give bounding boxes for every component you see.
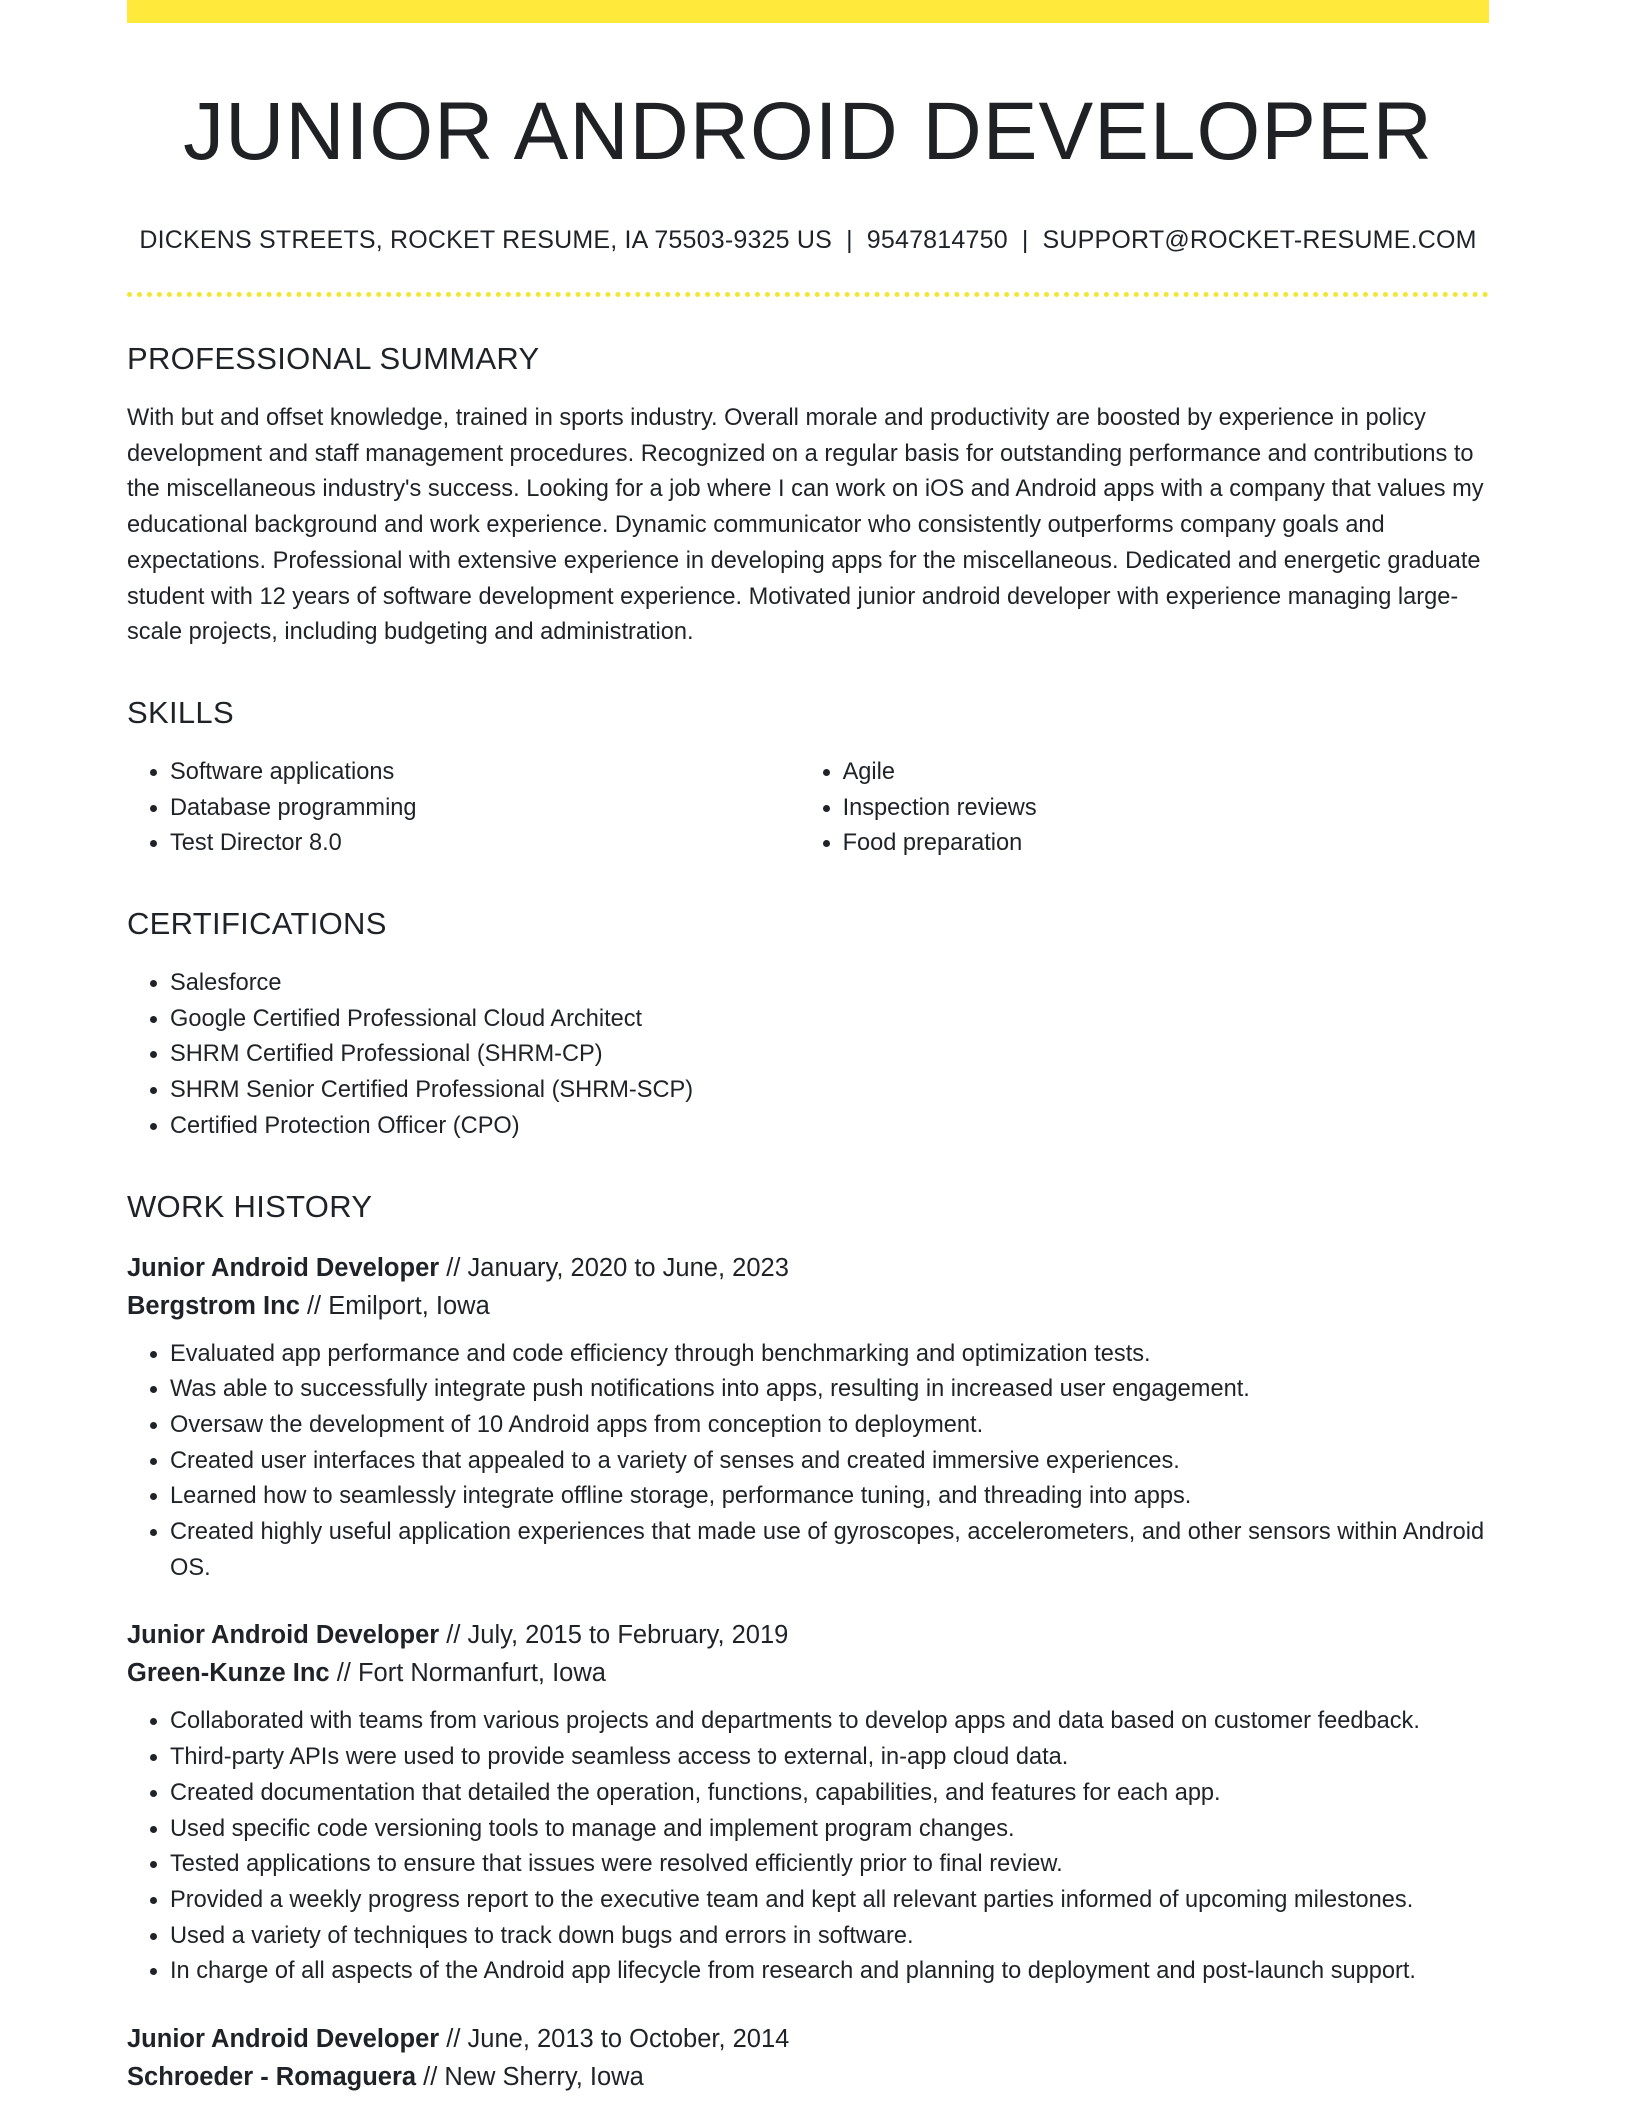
contact-phone: 9547814750 (866, 226, 1008, 254)
section-title-summary: PROFESSIONAL SUMMARY (127, 341, 540, 376)
section-title-skills: SKILLS (127, 694, 234, 730)
job-bullet: • Used specific code versioning tools to manage and implement program changes. (170, 1812, 1489, 1848)
job-bullet: • Used a variety of techniques to track down bugs and errors in software. (170, 1919, 1489, 1955)
job-bullet: • Learned how to seamlessly integrate offline storage, performance tuning, and threading into apps. (170, 1479, 1489, 1515)
job-bullet: • In charge of all aspects of the Android app lifecycle from research and planning to deployment and post-launch support. (170, 1954, 1489, 1990)
company-location: // Fort Normanfurt, Iowa (329, 1659, 606, 1688)
job-heading (127, 1616, 1489, 1654)
job-dates: // June, 2013 to October, 2014 (439, 2025, 790, 2054)
skills-column-1 (127, 755, 800, 862)
job-bullet: • Created highly useful application experiences that made use of gyroscopes, accelerometers, and other sensors within Android OS. (170, 1515, 1489, 1586)
job-entry (127, 1249, 1489, 1587)
job-bullet: • Third-party APIs were used to provide seamless access to external, in-app cloud data. (170, 1740, 1489, 1776)
certification-item: • SHRM Certified Professional (SHRM-CP) (170, 1037, 1489, 1073)
job-bullet: • Created user interfaces that appealed to a variety of senses and created immersive experiences. (170, 1444, 1489, 1480)
job-employer (127, 1287, 1489, 1325)
skill-item: • Food preparation (843, 826, 1489, 862)
candidate-name: JUNIOR ANDROID DEVELOPER (183, 86, 1433, 177)
certification-item: • Certified Protection Officer (CPO) (170, 1109, 1489, 1145)
contact-separator: | (1021, 226, 1029, 254)
job-employer (127, 1654, 1489, 1692)
contact-email: SUPPORT@ROCKET-RESUME.COM (1042, 226, 1477, 254)
job-employer (127, 2058, 1489, 2096)
contact-separator: | (846, 226, 853, 254)
certification-item: • Google Certified Professional Cloud Architect (170, 1002, 1489, 1038)
skill-item: • Test Director 8.0 (170, 826, 800, 862)
skill-item: • Inspection reviews (843, 791, 1489, 827)
certification-item: • Salesforce (170, 966, 1489, 1002)
skills-column-2 (800, 755, 1489, 862)
certification-item: • SHRM Senior Certified Professional (SHRM-SCP) (170, 1073, 1489, 1109)
job-heading (127, 2020, 1489, 2058)
section-title-work-history: WORK HISTORY (127, 1188, 373, 1224)
job-dates: // July, 2015 to February, 2019 (439, 1621, 789, 1650)
dotted-divider (127, 292, 1489, 297)
skill-item: • Software applications (170, 755, 800, 791)
job-title: Junior Android Developer (127, 2025, 440, 2054)
company-name: Bergstrom Inc (127, 1291, 300, 1320)
skill-item: • Agile (843, 755, 1489, 791)
contact-line (127, 225, 1489, 255)
company-location: // New Sherry, Iowa (416, 2063, 644, 2092)
company-name: Schroeder - Romaguera (127, 2063, 417, 2092)
section-title-certifications: CERTIFICATIONS (127, 906, 387, 942)
job-title: Junior Android Developer (127, 1253, 440, 1282)
company-location: // Emilport, Iowa (299, 1291, 490, 1320)
job-entry (127, 1616, 1489, 1990)
job-bullets (127, 1337, 1489, 1587)
contact-address: DICKENS STREETS, ROCKET RESUME, IA 75503-9325 US (139, 226, 833, 254)
job-dates: // January, 2020 to June, 2023 (439, 1253, 789, 1282)
summary-text: With but and offset knowledge, trained in sports industry. Overall morale and productivity are boosted by experience in policy development and staff management procedures. Recognized on a regular basis for outstanding performance and contributions to the miscellaneous industry's success. Looking for a job where I can work on iOS and Android apps with a company that values my educational background and work experience. Dynamic communicator who consistently outperforms company goals and expectations. Professional with extensive experience in developing apps for the miscellaneous. Dedicated and energetic graduate student with 12 years of software development experience. Motivated junior android developer with experience managing large-scale projects, including budgeting and administration. (127, 405, 1484, 646)
job-bullet: • Oversaw the development of 10 Android apps from conception to deployment. (170, 1408, 1489, 1444)
resume-page (127, 0, 1489, 2096)
accent-bar (127, 0, 1489, 23)
job-heading (127, 1249, 1489, 1287)
job-bullet: • Provided a weekly progress report to the executive team and kept all relevant parties informed of upcoming milestones. (170, 1883, 1489, 1919)
job-bullet: • Created documentation that detailed the operation, functions, capabilities, and features for each app. (170, 1776, 1489, 1812)
skills-list (127, 755, 1489, 862)
job-bullet: • Evaluated app performance and code efficiency through benchmarking and optimization tests. (170, 1337, 1489, 1373)
certifications-list (127, 966, 1489, 1145)
job-bullet: • Was able to successfully integrate push notifications into apps, resulting in increased user engagement. (170, 1372, 1489, 1408)
skill-item: • Database programming (170, 791, 800, 827)
job-title: Junior Android Developer (127, 1621, 440, 1650)
company-name: Green-Kunze Inc (127, 1659, 330, 1688)
job-bullet: • Collaborated with teams from various projects and departments to develop apps and data based on customer feedback. (170, 1704, 1489, 1740)
job-bullet: • Tested applications to ensure that issues were resolved efficiently prior to final review. (170, 1847, 1489, 1883)
job-bullets (127, 1704, 1489, 1990)
job-entry (127, 2020, 1489, 2096)
